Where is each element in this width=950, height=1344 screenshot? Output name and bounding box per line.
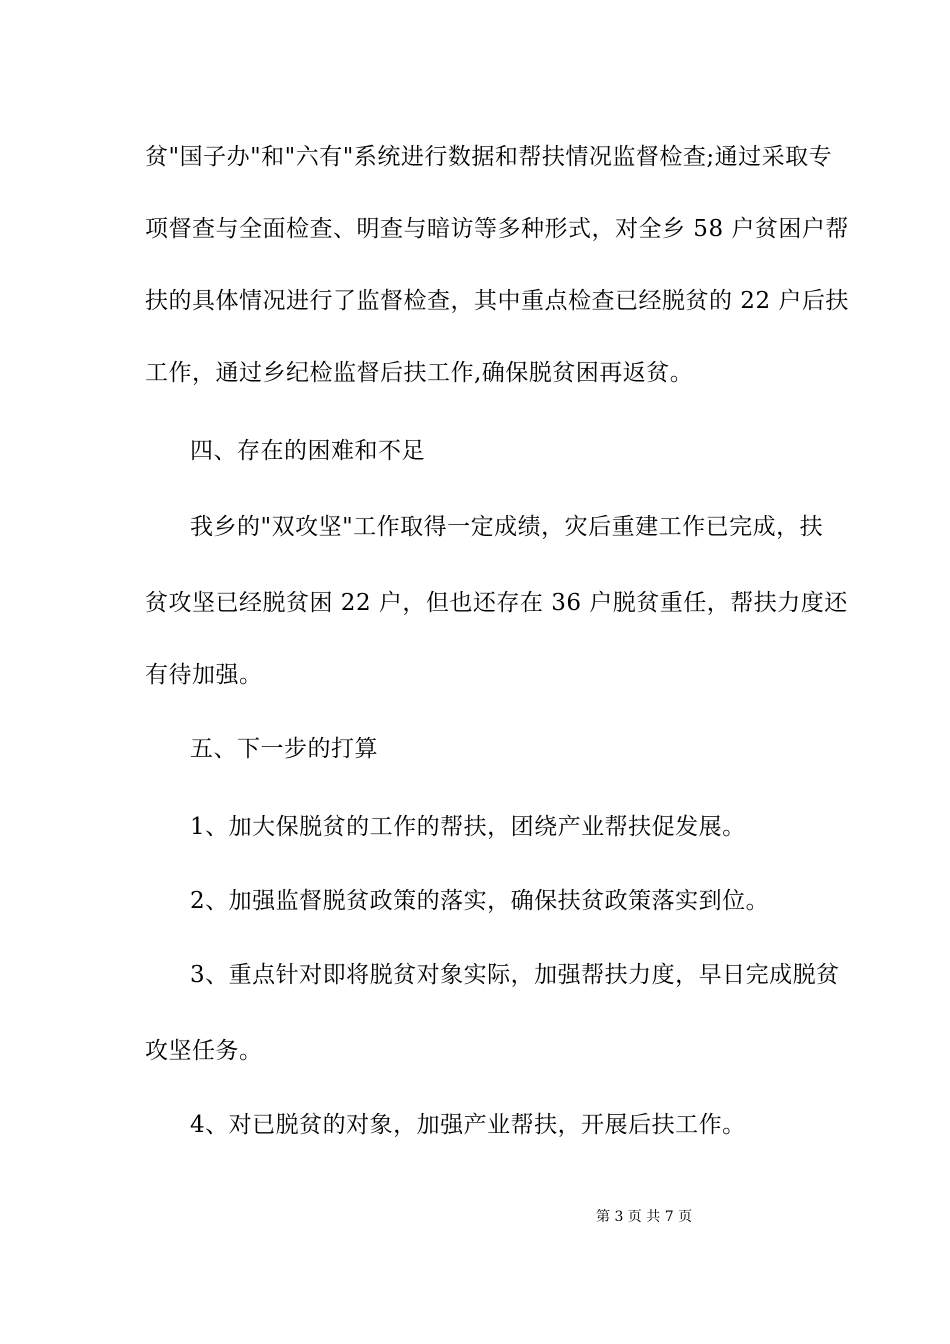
list-item: 1、加大保脱贫的工作的帮扶，团绕产业帮扶促发展。 xyxy=(190,814,746,840)
section-heading: 五、下一步的打算 xyxy=(190,736,378,762)
paragraph-line: 扶的具体情况进行了监督检查，其中重点检查已经脱贫的 22 户后扶 xyxy=(145,288,849,314)
list-item: 3、重点针对即将脱贫对象实际，加强帮扶力度，早日完成脱贫 xyxy=(190,962,840,988)
paragraph-line: 有待加强。 xyxy=(145,662,263,688)
paragraph-line: 项督查与全面检查、明查与暗访等多种形式，对全乡 58 户贫困户帮 xyxy=(145,216,849,242)
list-item: 4、对已脱贫的对象，加强产业帮扶，开展后扶工作。 xyxy=(190,1112,746,1138)
paragraph-line: 贫攻坚已经脱贫困 22 户，但也还存在 36 户脱贫重任，帮扶力度还 xyxy=(145,590,848,616)
page-number-label: 第 3 页 共 7 页 xyxy=(596,1209,693,1225)
list-item-continuation: 攻坚任务。 xyxy=(145,1038,263,1064)
paragraph-line: 贫"国子办"和"六有"系统进行数据和帮扶情况监督检查;通过采取专 xyxy=(145,144,833,170)
paragraph-line: 工作，通过乡纪检监督后扶工作,确保脱贫困再返贫。 xyxy=(145,360,694,386)
paragraph-line: 我乡的"双攻坚"工作取得一定成绩，灾后重建工作已完成，扶 xyxy=(190,514,824,540)
list-item: 2、加强监督脱贫政策的落实，确保扶贫政策落实到位。 xyxy=(190,888,770,914)
section-heading: 四、存在的困难和不足 xyxy=(190,438,425,464)
